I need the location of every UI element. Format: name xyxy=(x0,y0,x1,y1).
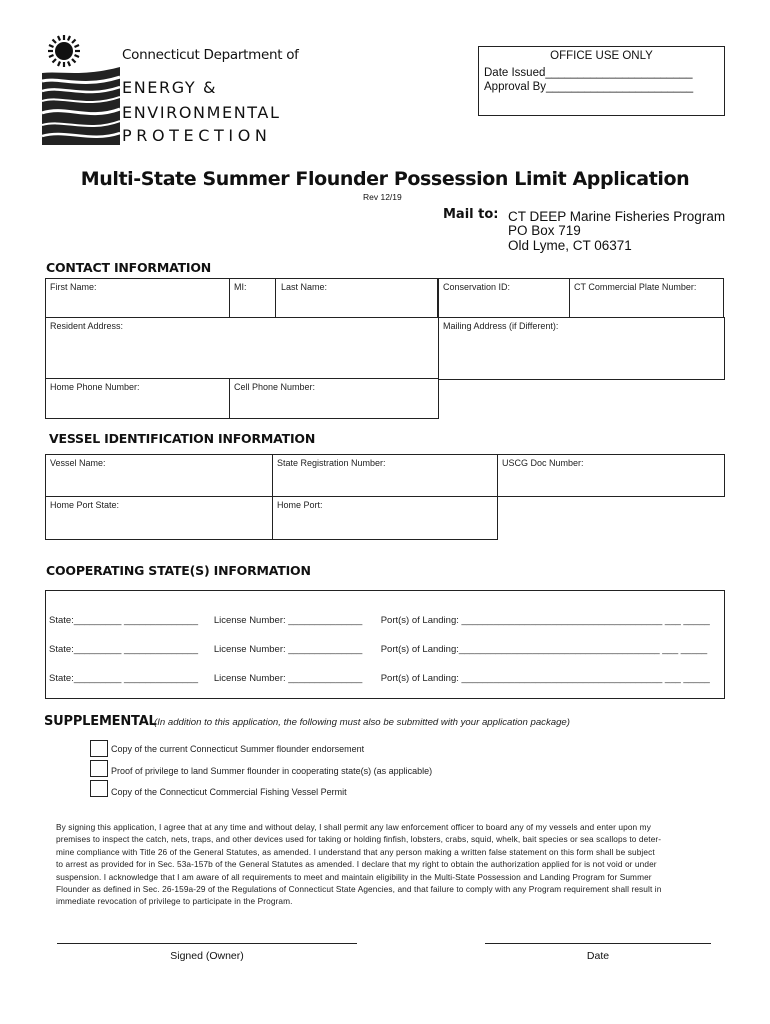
statement-line: suspension. I acknowledge that I am aware of all requirements to meet and maintain eligibility in the Multi-State Possession and Landing Program for Summer xyxy=(56,871,652,882)
agency-line-1: Connecticut Department of xyxy=(122,47,299,63)
first-name-field[interactable]: First Name: xyxy=(50,282,97,292)
date-signature-line[interactable] xyxy=(485,943,711,944)
state-reg-field[interactable]: State Registration Number: xyxy=(277,458,386,468)
page-title: Multi-State Summer Flounder Possession Limit Application xyxy=(80,168,690,190)
checkbox-endorsement[interactable] xyxy=(90,740,108,757)
deep-logo-emblem-icon xyxy=(42,33,120,145)
mail-to-line-1: CT DEEP Marine Fisheries Program xyxy=(508,209,726,224)
statement-line: immediate revocation of privilege to participate in the Program. xyxy=(56,896,293,907)
agency-line-4: PROTECTION xyxy=(122,126,272,145)
supplemental-item-3: Copy of the Connecticut Commercial Fishing Vessel Permit xyxy=(111,787,347,797)
mail-to-label: Mail to: xyxy=(443,207,499,222)
checkbox-proof-of-privilege[interactable] xyxy=(90,760,108,777)
cell-phone-field[interactable]: Cell Phone Number: xyxy=(234,382,316,392)
office-use-box xyxy=(478,46,725,116)
revision-label: Rev 12/19 xyxy=(363,192,402,202)
statement-line: Flounder as defined in Sec. 26-159a-29 of the Regulations of Connecticut State Agencies, and that failure to comply with any Program requirement shall result in xyxy=(56,884,662,895)
supplemental-heading: SUPPLEMENTAL xyxy=(44,714,157,729)
statement-line: By signing this application, I agree that at any time and without delay, I shall permit any law enforcement officer to board any of my vessels and enter upon my xyxy=(56,822,651,832)
cooperating-row-3[interactable]: State:_________ ______________ License Number: ______________ Port(s) of Landing: ______________________________________ ___ _____ xyxy=(49,673,710,684)
mailing-address-field[interactable]: Mailing Address (if Different): xyxy=(443,321,559,331)
supplemental-item-2: Proof of privilege to land Summer flounder in cooperating state(s) (as applicable) xyxy=(111,766,433,776)
supplemental-note: (In addition to this application, the following must also be submitted with your application package) xyxy=(154,717,570,728)
uscg-doc-field[interactable]: USCG Doc Number: xyxy=(502,458,584,468)
last-name-field[interactable]: Last Name: xyxy=(281,282,328,292)
signed-owner-label: Signed (Owner) xyxy=(170,950,244,962)
mail-to-line-2: PO Box 719 xyxy=(508,223,581,238)
contact-heading: CONTACT INFORMATION xyxy=(46,260,212,275)
date-label: Date xyxy=(586,950,610,962)
plate-number-field[interactable]: CT Commercial Plate Number: xyxy=(574,282,697,292)
owner-signature-line[interactable] xyxy=(57,943,357,944)
date-issued-field[interactable]: Date Issued_______________________ xyxy=(484,67,693,79)
statement-line: premises to inspect the catch, nets, traps, and other devices used for taking or holding finfish, lobsters, crabs, squid, whelk, bait species or sea scallops to deter- xyxy=(56,834,662,845)
mi-field[interactable]: MI: xyxy=(234,282,247,292)
agency-line-2: ENERGY & xyxy=(122,78,218,97)
office-use-title: OFFICE USE ONLY xyxy=(550,50,653,62)
mail-to-line-3: Old Lyme, CT 06371 xyxy=(508,238,632,253)
signing-statement xyxy=(56,821,726,908)
checkbox-vessel-permit[interactable] xyxy=(90,780,108,797)
cooperating-row-1[interactable]: State:_________ ______________ License Number: ______________ Port(s) of Landing: ______________________________________ ___ _____ xyxy=(49,615,710,626)
approval-by-field[interactable]: Approval By_______________________ xyxy=(484,81,694,93)
deep-logo xyxy=(42,33,302,145)
home-port-field[interactable]: Home Port: xyxy=(277,500,323,510)
statement-line: to arrest as provided for in Sec. 53a-157b of the General Statutes as amended. I declare that my right to obtain the authorization applied for is not void or under xyxy=(56,859,657,870)
cooperating-row-2[interactable]: State:_________ ______________ License Number: ______________ Port(s) of Landing:______________________________________ ___ _____ xyxy=(49,644,708,655)
agency-line-3: ENVIRONMENTAL xyxy=(122,103,281,122)
home-phone-field[interactable]: Home Phone Number: xyxy=(50,382,140,392)
home-port-state-field[interactable]: Home Port State: xyxy=(50,500,120,510)
resident-address-field[interactable]: Resident Address: xyxy=(50,321,124,331)
vessel-name-field[interactable]: Vessel Name: xyxy=(50,458,106,468)
cooperating-heading: COOPERATING STATE(S) INFORMATION xyxy=(46,563,311,578)
vessel-heading: VESSEL IDENTIFICATION INFORMATION xyxy=(49,431,316,446)
supplemental-item-1: Copy of the current Connecticut Summer flounder endorsement xyxy=(111,744,365,754)
statement-line: mine compliance with Title 26 of the General Statutes, as amended. I understand that any person making a written false statement on this form shall be subject xyxy=(56,846,655,857)
conservation-id-field[interactable]: Conservation ID: xyxy=(443,282,511,292)
